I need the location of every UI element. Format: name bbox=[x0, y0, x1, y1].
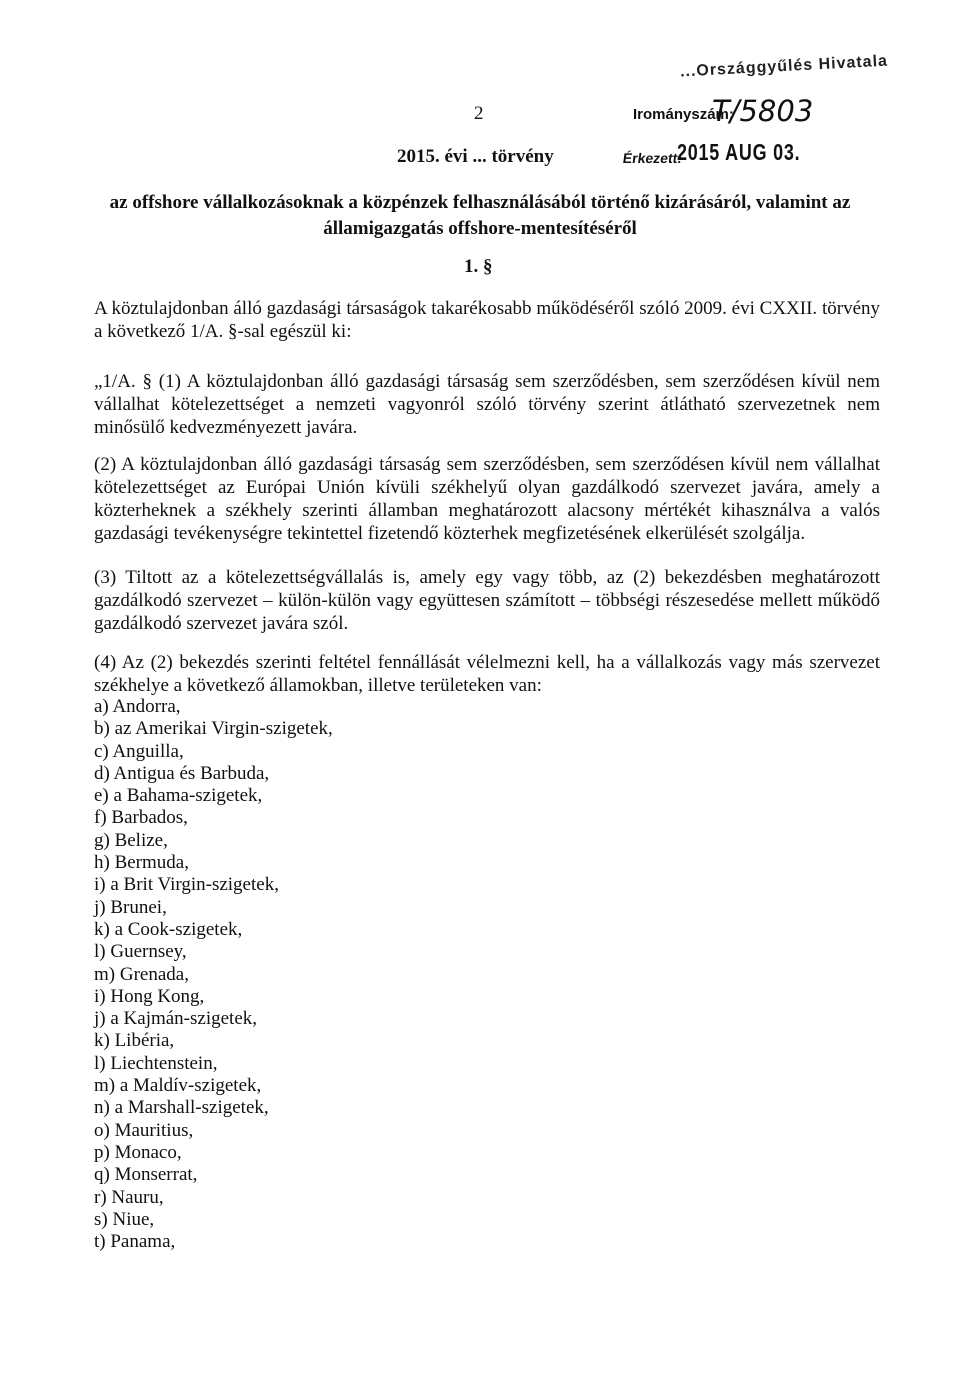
list-item: b) az Amerikai Virgin-szigetek, bbox=[94, 718, 333, 740]
section-heading: 1. § bbox=[464, 256, 493, 277]
list-item: a) Andorra, bbox=[94, 696, 181, 717]
list-item: k) a Cook-szigetek, bbox=[94, 918, 243, 940]
erkezett-date: 2015 AUG 03. bbox=[677, 139, 801, 165]
list-item: m) Grenada, bbox=[94, 963, 189, 985]
list-item: j) a Kajmán-szigetek, bbox=[94, 1008, 258, 1030]
paragraph-4: (4) Az (2) bekezdés szerinti feltétel fennállását vélelmezni kell, ha a vállalkozás vagy más szervezet székhelye a következő államokban, illetve területeken van: bbox=[94, 652, 880, 696]
intro-paragraph: A köztulajdonban álló gazdasági társaságok takarékosabb működéséről szóló 2009. évi CXXII. törvény a következő 1/A. §-sal egészül ki: bbox=[94, 298, 880, 342]
paragraph-1: „1/A. § (1) A köztulajdonban álló gazdasági társaság sem szerződésben, sem szerződésen kívül nem vállalhat kötelezettséget a nemzeti vagyonról szóló törvény szerint átlátható szervezetnek nem minősülő kedvezményezett javára. bbox=[94, 371, 880, 438]
law-year: 2015. évi ... törvény bbox=[397, 146, 554, 167]
list-item: i) a Brit Virgin-szigetek, bbox=[94, 874, 279, 896]
list-item: k) Libéria, bbox=[94, 1030, 175, 1052]
list-item: l) Guernsey, bbox=[94, 941, 187, 963]
list-item: p) Monaco, bbox=[94, 1141, 182, 1163]
list-item: t) Panama, bbox=[94, 1231, 176, 1253]
list-item: q) Monserrat, bbox=[94, 1164, 198, 1186]
list-item: o) Mauritius, bbox=[94, 1119, 194, 1141]
list-item: h) Bermuda, bbox=[94, 852, 189, 874]
iromanyszam-value: T/5803 bbox=[712, 94, 814, 128]
list-item: l) Liechtenstein, bbox=[94, 1052, 218, 1074]
paragraph-3: (3) Tiltott az a kötelezettségvállalás is, amely egy vagy több, az (2) bekezdésben meghatározott gazdálkodó szervezet – külön-külön vagy együttesen számított – többségi részesedése mellett működő gazdálkodó szervezet javára szól. bbox=[94, 567, 880, 634]
stamp-org-name: ...Országgyűlés Hivatala bbox=[679, 52, 889, 81]
list-item: f) Barbados, bbox=[94, 807, 188, 829]
document-title: az offshore vállalkozásoknak a közpénzek felhasználásából történő kizárásáról, valamint az államigazgatás offshore-mentesítéséről bbox=[109, 192, 851, 239]
list-item: m) a Maldív-szigetek, bbox=[94, 1075, 262, 1097]
erkezett-label: Érkezett: bbox=[621, 150, 684, 166]
list-item: r) Nauru, bbox=[94, 1186, 164, 1208]
list-item: j) Brunei, bbox=[94, 896, 167, 918]
list-item: i) Hong Kong, bbox=[94, 985, 205, 1007]
list-item: c) Anguilla, bbox=[94, 740, 184, 762]
list-item: n) a Marshall-szigetek, bbox=[94, 1097, 269, 1119]
list-item: d) Antigua és Barbuda, bbox=[94, 762, 270, 784]
list-item: e) a Bahama-szigetek, bbox=[94, 785, 263, 807]
page-number: 2 bbox=[474, 103, 484, 124]
list-item: g) Belize, bbox=[94, 829, 168, 851]
paragraph-2: (2) A köztulajdonban álló gazdasági társaság sem szerződésben, sem szerződésen kívül nem vállalhat kötelezettséget az Európai Unión kívüli székhelyű olyan gazdálkodó szervezet javára, amely a közterheknek a székhely szerinti államban meghatározott alacsony mértékét kihasználva a valós gazdasági tevékenységre tekintettel fizetendő közterhek megfizetésének elkerülését szolgálja. bbox=[94, 454, 880, 544]
territory-list bbox=[94, 696, 333, 1253]
iromanyszam-label: Irományszám: bbox=[633, 106, 734, 123]
list-item: s) Niue, bbox=[94, 1208, 155, 1230]
